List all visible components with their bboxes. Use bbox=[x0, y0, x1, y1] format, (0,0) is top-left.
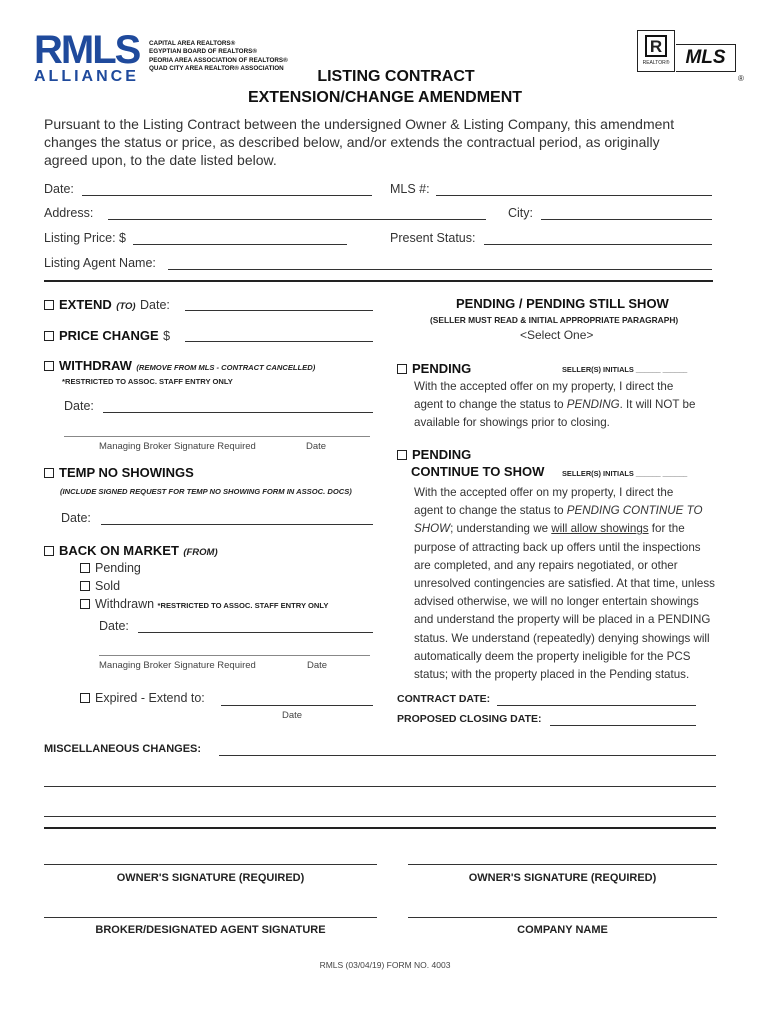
select-one-dropdown[interactable]: <Select One> bbox=[520, 328, 594, 342]
listing-price-input-line[interactable] bbox=[133, 244, 347, 245]
price-change-dollar: $ bbox=[163, 329, 171, 343]
withdraw-signature-caption: Managing Broker Signature Required bbox=[99, 441, 256, 452]
withdraw-broker-signature-line[interactable] bbox=[64, 436, 370, 437]
price-change-checkbox[interactable] bbox=[44, 331, 54, 341]
bom-date-caption: Date bbox=[307, 660, 328, 671]
temp-no-showings-checkbox[interactable] bbox=[44, 468, 54, 478]
price-change-input-line[interactable] bbox=[185, 341, 373, 342]
date-input-line[interactable] bbox=[82, 195, 372, 196]
proposed-closing-date-label: PROPOSED CLOSING DATE: bbox=[397, 713, 542, 725]
withdraw-option[interactable] bbox=[44, 357, 315, 375]
pending-option[interactable] bbox=[397, 360, 471, 378]
owner-signature-line-2[interactable] bbox=[408, 864, 717, 865]
cts-line: are completed, and any repairs negotiated, or other bbox=[414, 558, 678, 572]
title-line-2: EXTENSION/CHANGE AMENDMENT bbox=[247, 89, 523, 106]
mls-logo-text: MLS bbox=[685, 47, 726, 68]
pending-label: PENDING bbox=[412, 361, 472, 376]
temp-no-showings-label: TEMP NO SHOWINGS bbox=[59, 465, 194, 480]
extend-to-label: (TO) bbox=[116, 301, 136, 312]
misc-changes-label: MISCELLANEOUS CHANGES: bbox=[44, 743, 202, 755]
cts-line: purpose of attracting back up offers until the inspections bbox=[414, 540, 701, 554]
price-change-label: PRICE CHANGE bbox=[59, 328, 159, 343]
owner-signature-caption-1: OWNER'S SIGNATURE (REQUIRED) bbox=[116, 872, 305, 884]
extend-option[interactable] bbox=[44, 296, 170, 314]
withdraw-date-label: Date: bbox=[64, 399, 94, 413]
bom-pending-option[interactable] bbox=[80, 561, 141, 575]
bom-restricted-note: *RESTRICTED TO ASSOC. STAFF ENTRY ONLY bbox=[157, 601, 329, 610]
temp-no-showings-option[interactable] bbox=[44, 464, 194, 482]
realtor-r-mark: R bbox=[645, 35, 667, 57]
temp-no-showings-date-input-line[interactable] bbox=[101, 524, 373, 525]
bom-sold-option[interactable] bbox=[80, 579, 120, 593]
listing-agent-label: Listing Agent Name: bbox=[44, 256, 156, 270]
extend-checkbox[interactable] bbox=[44, 300, 54, 310]
bom-withdrawn-label: Withdrawn bbox=[95, 597, 155, 611]
section-divider bbox=[44, 827, 716, 829]
listing-price-label: Listing Price: $ bbox=[44, 231, 126, 245]
address-input-line[interactable] bbox=[108, 219, 486, 220]
company-name-caption: COMPANY NAME bbox=[517, 924, 608, 936]
extend-label: EXTEND bbox=[59, 297, 112, 312]
pending-continue-paragraph bbox=[414, 484, 744, 684]
pending-continue-label-1: PENDING bbox=[412, 447, 472, 462]
cts-line: status; with the property placed in the Pending status. bbox=[414, 668, 690, 682]
expired-label: Expired - Extend to: bbox=[95, 691, 205, 705]
pending-line: With the accepted offer on my property, I direct the bbox=[414, 380, 674, 393]
cts-line: With the accepted offer on my property, I direct the bbox=[414, 486, 674, 499]
expired-date-input-line[interactable] bbox=[221, 705, 373, 706]
pending-paragraph bbox=[414, 378, 724, 433]
misc-changes-line-2[interactable] bbox=[44, 786, 716, 787]
withdraw-date-input-line[interactable] bbox=[103, 412, 373, 413]
form-number-footer: RMLS (03/04/19) FORM NO. 4003 bbox=[319, 960, 451, 970]
pending-continue-label-2: CONTINUE TO SHOW bbox=[411, 464, 545, 479]
withdraw-label: WITHDRAW bbox=[59, 358, 132, 373]
contract-date-label: CONTRACT DATE: bbox=[397, 693, 491, 705]
misc-changes-line-3[interactable] bbox=[44, 816, 716, 817]
broker-signature-caption: BROKER/DESIGNATED AGENT SIGNATURE bbox=[95, 924, 326, 936]
address-label: Address: bbox=[44, 206, 94, 220]
back-on-market-option[interactable] bbox=[44, 542, 218, 560]
cts-line: and understand the property will be placed in a PENDING bbox=[414, 613, 711, 627]
withdraw-checkbox[interactable] bbox=[44, 361, 54, 371]
cts-line: advised otherwise, we will no longer entertain showings bbox=[414, 595, 699, 609]
expired-extend-option[interactable] bbox=[80, 691, 205, 705]
extend-date-label: Date: bbox=[140, 298, 170, 312]
bom-withdrawn-option[interactable] bbox=[80, 597, 328, 611]
back-on-market-from: (FROM) bbox=[183, 547, 218, 558]
pending-line: agent to change the status to PENDING. It will NOT be bbox=[414, 398, 696, 412]
cts-line: SHOW; understanding we will allow showings for the bbox=[414, 522, 685, 536]
city-input-line[interactable] bbox=[541, 219, 712, 220]
price-change-option[interactable] bbox=[44, 327, 170, 345]
pending-checkbox[interactable] bbox=[397, 364, 407, 374]
pending-section-subheading: (SELLER MUST READ & INITIAL APPROPRIATE PARAGRAPH) bbox=[430, 315, 679, 325]
cts-line: agent to change the status to PENDING CONTINUE TO bbox=[414, 504, 703, 518]
bom-date-label: Date: bbox=[99, 619, 129, 633]
back-on-market-label: BACK ON MARKET bbox=[59, 543, 179, 558]
bom-withdrawn-checkbox[interactable] bbox=[80, 599, 90, 609]
registered-mark: ® bbox=[738, 74, 744, 83]
extend-date-input-line[interactable] bbox=[185, 310, 373, 311]
date-label: Date: bbox=[44, 182, 74, 196]
cts-line: automatically deem the property ineligible for the PCS bbox=[414, 649, 691, 663]
bom-pending-checkbox[interactable] bbox=[80, 563, 90, 573]
withdraw-note: (REMOVE FROM MLS - CONTRACT CANCELLED) bbox=[136, 363, 316, 372]
mls-number-label: MLS #: bbox=[390, 182, 430, 196]
back-on-market-checkbox[interactable] bbox=[44, 546, 54, 556]
pending-continue-seller-initials[interactable]: SELLER(S) INITIALS ______ ______ bbox=[562, 469, 688, 478]
rmls-logo-text: RMLS bbox=[34, 28, 140, 72]
association-line: EGYPTIAN BOARD OF REALTORS® bbox=[149, 48, 257, 56]
proposed-closing-date-input-line[interactable] bbox=[550, 725, 696, 726]
association-line: QUAD CITY AREA REALTOR® ASSOCIATION bbox=[149, 65, 284, 73]
bom-sold-label: Sold bbox=[95, 579, 121, 593]
intro-paragraph: Pursuant to the Listing Contract between the undersigned Owner & Listing Company, this amendment changes the status or price, as described below, and/or extends the contractual period, as originally agreed upon, to the date listed below. bbox=[44, 116, 675, 168]
withdraw-restricted-note: *RESTRICTED TO ASSOC. STAFF ENTRY ONLY bbox=[62, 377, 233, 386]
expired-checkbox[interactable] bbox=[80, 693, 90, 703]
association-line: CAPITAL AREA REALTORS® bbox=[149, 40, 236, 47]
bom-sold-checkbox[interactable] bbox=[80, 581, 90, 591]
contract-date-input-line[interactable] bbox=[497, 705, 696, 706]
misc-changes-line-1[interactable] bbox=[219, 755, 716, 756]
temp-no-showings-note: (INCLUDE SIGNED REQUEST FOR TEMP NO SHOWING FORM IN ASSOC. DOCS) bbox=[60, 487, 352, 496]
expired-date-caption: Date bbox=[282, 710, 303, 721]
city-label: City: bbox=[508, 206, 533, 220]
bom-pending-label: Pending bbox=[95, 561, 141, 575]
withdraw-date-caption: Date bbox=[306, 441, 327, 452]
pending-section-heading: PENDING / PENDING STILL SHOW bbox=[456, 296, 669, 311]
present-status-label: Present Status: bbox=[390, 231, 476, 245]
broker-signature-line[interactable] bbox=[44, 917, 377, 918]
owner-signature-caption-2: OWNER'S SIGNATURE (REQUIRED) bbox=[468, 872, 657, 884]
page-title bbox=[0, 66, 770, 108]
pending-seller-initials[interactable]: SELLER(S) INITIALS ______ ______ bbox=[562, 365, 688, 374]
company-name-line[interactable] bbox=[408, 917, 717, 918]
owner-signature-line-1[interactable] bbox=[44, 864, 377, 865]
association-line: PEORIA AREA ASSOCIATION OF REALTORS® bbox=[149, 56, 288, 64]
listing-agent-input-line[interactable] bbox=[168, 269, 712, 270]
realtor-caption: REALTOR® bbox=[642, 60, 670, 66]
cts-line: unresolved contingencies are satisfied. At that time, unless bbox=[414, 577, 715, 591]
temp-no-showings-date-label: Date: bbox=[61, 511, 91, 525]
title-line-1: LISTING CONTRACT bbox=[317, 68, 475, 85]
pending-line: available for showings prior to closing. bbox=[414, 416, 610, 430]
alliance-logo-text: ALLIANCE bbox=[34, 68, 139, 85]
bom-date-input-line[interactable] bbox=[138, 632, 373, 633]
pending-continue-checkbox[interactable] bbox=[397, 450, 407, 460]
pending-continue-option[interactable] bbox=[397, 446, 471, 464]
bom-broker-signature-line[interactable] bbox=[99, 655, 370, 656]
bom-signature-caption: Managing Broker Signature Required bbox=[99, 660, 256, 671]
mls-number-input-line[interactable] bbox=[436, 195, 712, 196]
present-status-input-line[interactable] bbox=[484, 244, 712, 245]
cts-line: status. We understand (repeatedly) denying showings will bbox=[414, 631, 710, 645]
section-divider bbox=[44, 280, 713, 282]
